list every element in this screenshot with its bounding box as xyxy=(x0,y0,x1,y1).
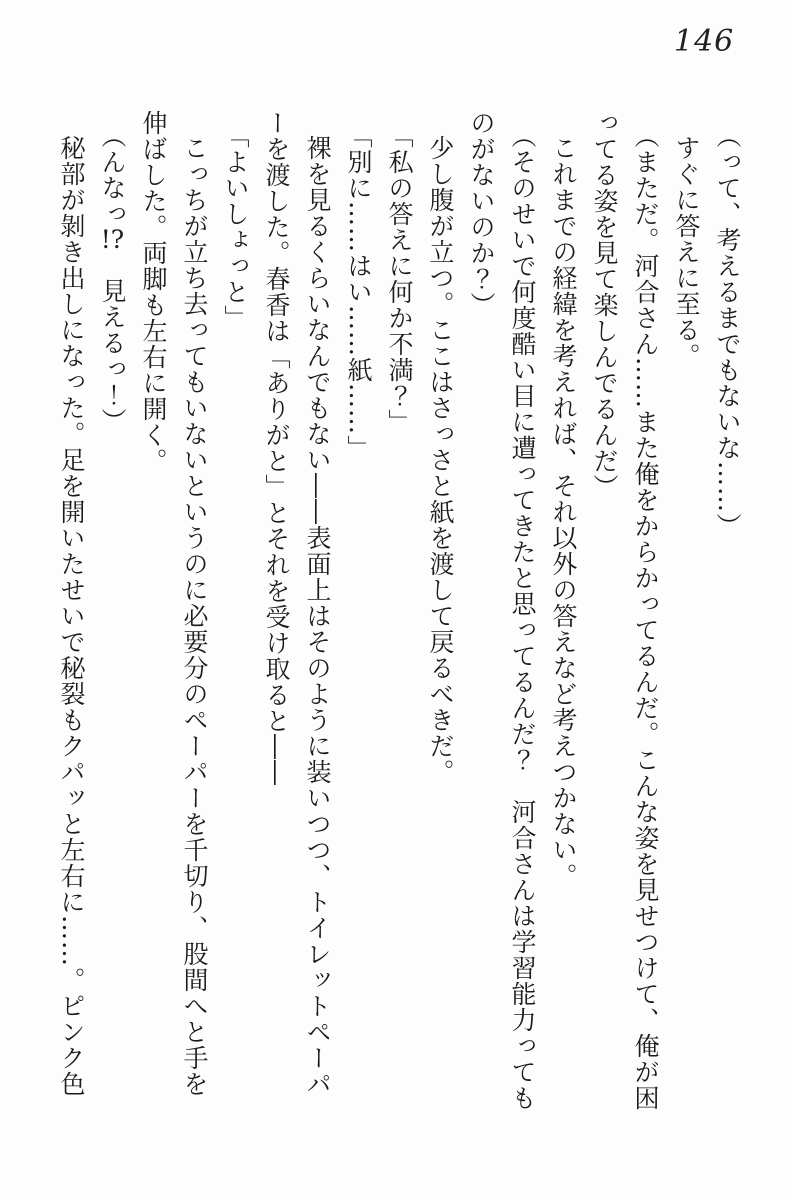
text-line: 伸ばした。両脚も左右に開く。 xyxy=(139,110,168,474)
text-line: （んなっ!? 見えるっ！） xyxy=(98,122,127,434)
page-number: 146 xyxy=(674,24,735,59)
text-line: すぐに答えに至る。 xyxy=(672,135,701,369)
text-line: ーを渡した。春香は「ありがと」とそれを受け取ると―― xyxy=(262,110,291,786)
text-line: 「よいしょっと」 xyxy=(221,122,250,331)
text-line: ってる姿を見て楽しんでるんだ） xyxy=(590,110,619,500)
text-line: 裸を見るくらいなんでもない――表面上はそのように装いつつ、トイレットペーパ xyxy=(303,135,332,1097)
text-line: 少し腹が立つ。ここはさっさと紙を渡して戻るべきだ。 xyxy=(426,135,455,785)
body-text xyxy=(51,110,748,1111)
text-line: こっちが立ち去ってもいないというのに必要分のペーパーを千切り、股間へと手を xyxy=(180,135,209,1097)
text-line: のがないのか？） xyxy=(467,110,496,318)
exclamation-question-mark: !? xyxy=(100,226,125,252)
text-line: 秘部が剝き出しになった。足を開いたせいで秘裂もクパッと左右に……。ピンク色 xyxy=(57,135,86,1097)
text-line: 「別に……はい……紙……」 xyxy=(344,122,373,461)
text-line: （まただ。河合さん……また俺をからかってるんだ。こんな姿を見せつけて、俺が困 xyxy=(631,122,660,1111)
text-line: これまでの経緯を考えれば、それ以外の答えなど考えつかない。 xyxy=(549,135,578,889)
text-line: （って、考えるまでもないな……） xyxy=(713,122,742,539)
text-line: （そのせいで何度酷い目に遭ってきたと思ってるんだ？ 河合さんは学習能力っても xyxy=(508,122,537,1111)
text-line: 「私の答えに何か不満？」 xyxy=(385,122,414,435)
